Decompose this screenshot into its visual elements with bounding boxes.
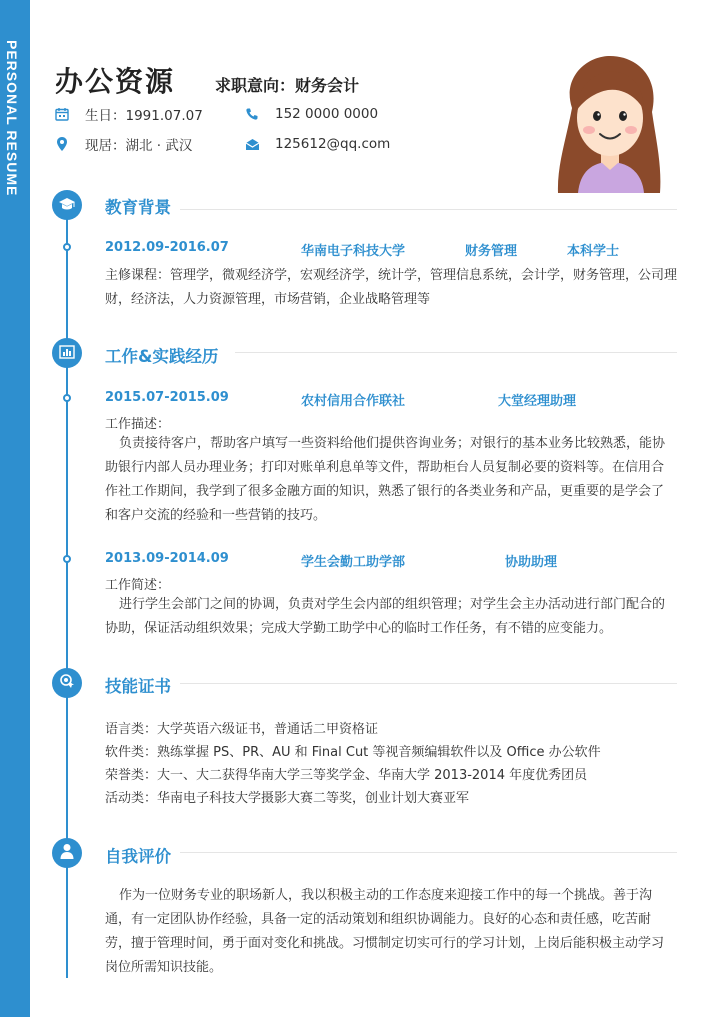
candidate-name: 办公资源 (55, 65, 176, 98)
phone-icon (245, 104, 269, 124)
location-info (55, 134, 192, 154)
skills-section-icon (52, 668, 82, 698)
education-degree: 本科学士 (567, 244, 620, 259)
education-courses-line2: 财，经济法，人力资源管理，市场营销，企业战略管理等 (105, 292, 431, 307)
phone-info (245, 104, 378, 124)
education-section-icon (52, 190, 82, 220)
work-1-org: 农村信用合作联社 (301, 394, 406, 409)
certificate-icon (59, 673, 75, 693)
education-period: 2012.09-2016.07 (105, 240, 229, 255)
self-eval-divider (180, 852, 677, 853)
work-1-role: 大堂经理助理 (498, 394, 577, 409)
work-entry-1-header (105, 390, 665, 408)
timeline-dot (63, 243, 71, 251)
skills-divider (180, 683, 677, 684)
side-bar (0, 0, 30, 1017)
location-text: 现居：湖北 · 武汉 (85, 138, 193, 154)
birth-info (55, 104, 203, 124)
education-courses-line1: 主修课程：管理学，微观经济学，宏观经济学，统计学，管理信息系统，会计学，财务管理，公司理 (105, 268, 678, 283)
avatar (556, 50, 664, 193)
work-2-org: 学生会勤工助学部 (301, 555, 406, 570)
timeline-dot (63, 394, 71, 402)
self-eval-text: 作为一位财务专业的职场新人，我以积极主动的工作态度来迎接工作中的每一个挑战。善于沟通，有一定团队协作经验，具备一定的活动策划和组织协调能力。良好的心态和责任感，吃苦耐劳，擅于管理时间，勇于面对变化和挑战。习惯制定切实可行的学习计划，上岗后能积极主动学习岗位所需知识技能。 (105, 888, 665, 975)
self-eval-title: 自我评价 (105, 847, 171, 866)
phone-text: 152 0000 0000 (275, 106, 379, 122)
work-2-role: 协助助理 (505, 555, 558, 570)
calendar-icon (55, 104, 79, 124)
education-title: 教育背景 (105, 198, 171, 217)
skill-honors: 荣誉类：大一、大二获得华南大学三等奖学金、华南大学 2013-2014 年度优秀团员 (105, 768, 588, 783)
email-info (245, 134, 390, 154)
skill-activities: 活动类：华南电子科技大学摄影大赛二等奖，创业计划大赛亚军 (105, 791, 470, 806)
birth-text: 生日：1991.07.07 (85, 108, 203, 124)
person-icon (60, 843, 74, 863)
work-2-period: 2013.09-2014.09 (105, 551, 229, 566)
education-major: 财务管理 (465, 244, 518, 259)
job-intent: 求职意向：财务会计 (215, 76, 360, 95)
work-section-icon (52, 338, 82, 368)
work-2-description: 进行学生会部门之间的协调，负责对学生会内部的组织管理；对学生会主办活动进行部门配合的协助，保证活动组织效果；完成大学勤工助学中心的临时工作任务，有不错的应变能力。 (105, 597, 666, 636)
education-divider (180, 209, 677, 210)
email-text: 125612@qq.com (275, 136, 391, 152)
work-1-description: 负责接待客户，帮助客户填写一些资料给他们提供咨询业务；对银行的基本业务比较熟悉，能协助银行内部人员办理业务；打印对账单利息单等文件，帮助柜台人员复制必要的资料等。在信用合作社工作期间，我学到了很多金融方面的知识，熟悉了银行的各类业务和产品，更重要的是学会了和客户交流的经验和一些营销的技巧。 (105, 436, 666, 523)
chart-icon (59, 344, 75, 363)
graduation-cap-icon (58, 196, 76, 215)
work-entry-2-header (105, 551, 665, 569)
work-2-label: 工作简述： (105, 578, 171, 593)
education-school: 华南电子科技大学 (301, 244, 406, 259)
personal-resume-vertical-text: PERSONAL RESUME (4, 40, 20, 197)
work-1-label: 工作描述： (105, 417, 171, 432)
skill-software: 软件类：熟练掌握 PS、PR、AU 和 Final Cut 等视音频编辑软件以及 Office 办公软件 (105, 745, 601, 760)
timeline-dot (63, 555, 71, 563)
work-divider (235, 352, 677, 353)
location-icon (55, 134, 79, 154)
self-eval-section-icon (52, 838, 82, 868)
work-title: 工作&实践经历 (105, 347, 219, 366)
skill-language: 语言类：大学英语六级证书，普通话二甲资格证 (105, 722, 379, 737)
education-entry-header (105, 240, 665, 258)
work-1-period: 2015.07-2015.09 (105, 390, 229, 405)
skills-title: 技能证书 (105, 677, 171, 696)
email-icon (245, 134, 269, 154)
